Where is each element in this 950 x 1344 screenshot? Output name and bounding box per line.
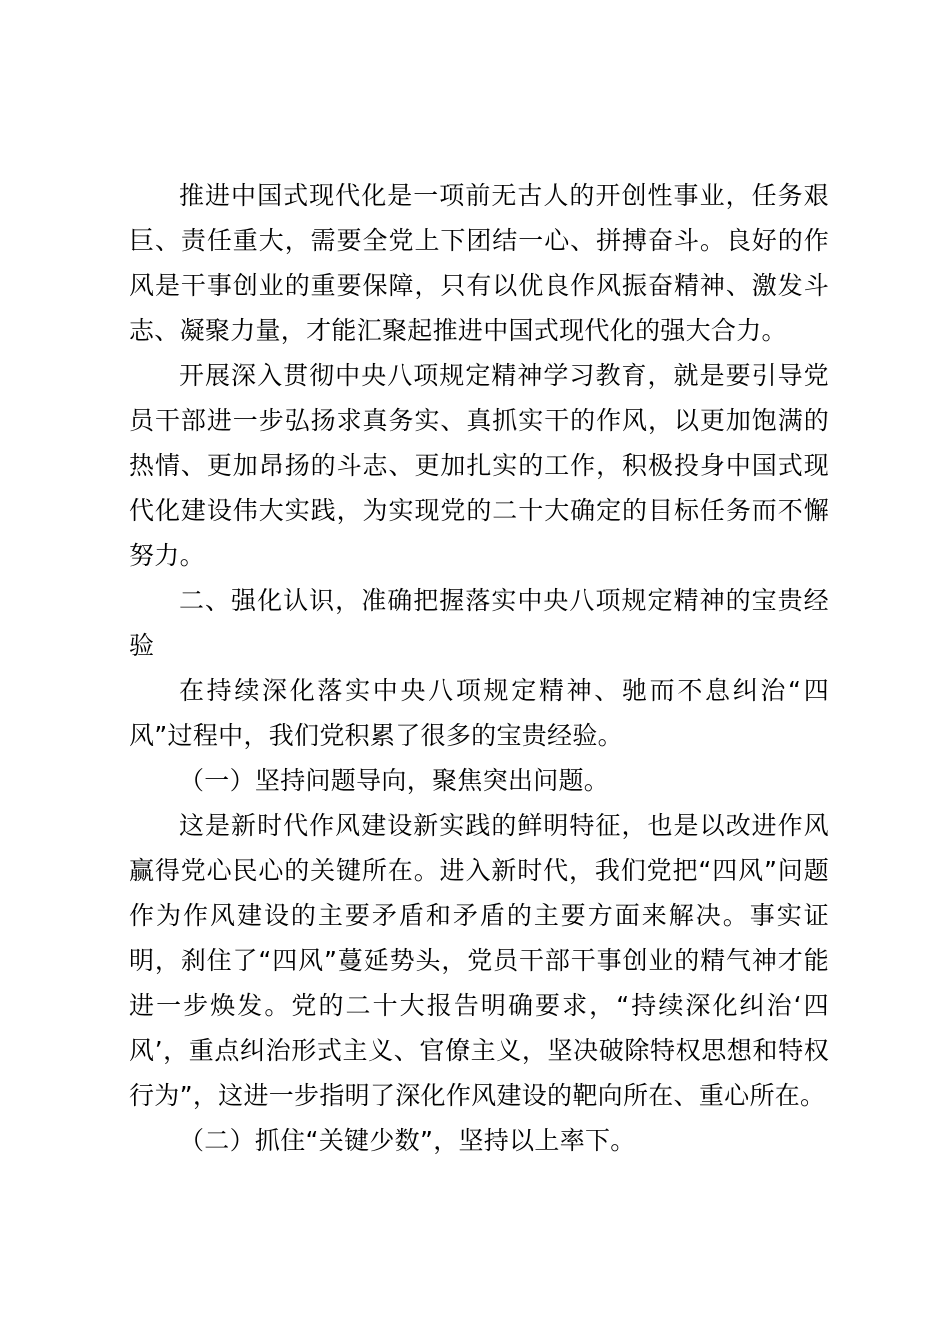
study-education-paragraph: 开展深入贯彻中央八项规定精神学习教育，就是要引导党员干部进一步弘扬求真务实、真抓实干的作风，以更加饱满的热情、更加昂扬的斗志、更加扎实的工作，积极投身中国式现代化建设伟大实践，为实现党的二十大确定的目标任务而不懈努力。 xyxy=(129,361,829,570)
subsection-one-paragraph: 这是新时代作风建设新实践的鲜明特征，也是以改进作风赢得党心民心的关键所在。进入新时代，我们党把“四风”问题作为作风建设的主要矛盾和矛盾的主要方面来解决。事实证明，刹住了“四风”蔓延势头，党员干部干事创业的精气神才能进一步焕发。党的二十大报告明确要求，“持续深化纠治‘四风’，重点纠治形式主义、官僚主义，坚决破除特权思想和特权行为”，这进一步指明了深化作风建设的靶向所在、重心所在。 xyxy=(129,811,829,1110)
experience-intro-paragraph: 在持续深化落实中央八项规定精神、驰而不息纠治“四风”过程中，我们党积累了很多的宝贵经验。 xyxy=(129,676,829,750)
subsection-one-heading: （一）坚持问题导向，聚焦突出问题。 xyxy=(179,766,610,795)
subsection-two-heading: （二）抓住“关键少数”，坚持以上率下。 xyxy=(179,1126,636,1155)
intro-paragraph: 推进中国式现代化是一项前无古人的开创性事业，任务艰巨、责任重大，需要全党上下团结一心、拼搏奋斗。良好的作风是干事创业的重要保障，只有以优良作风振奋精神、激发斗志、凝聚力量，才能汇聚起推进中国式现代化的强大合力。 xyxy=(129,181,829,345)
section-two-heading: 二、强化认识，准确把握落实中央八项规定精神的宝贵经验 xyxy=(129,586,829,660)
document-body xyxy=(129,173,829,1163)
